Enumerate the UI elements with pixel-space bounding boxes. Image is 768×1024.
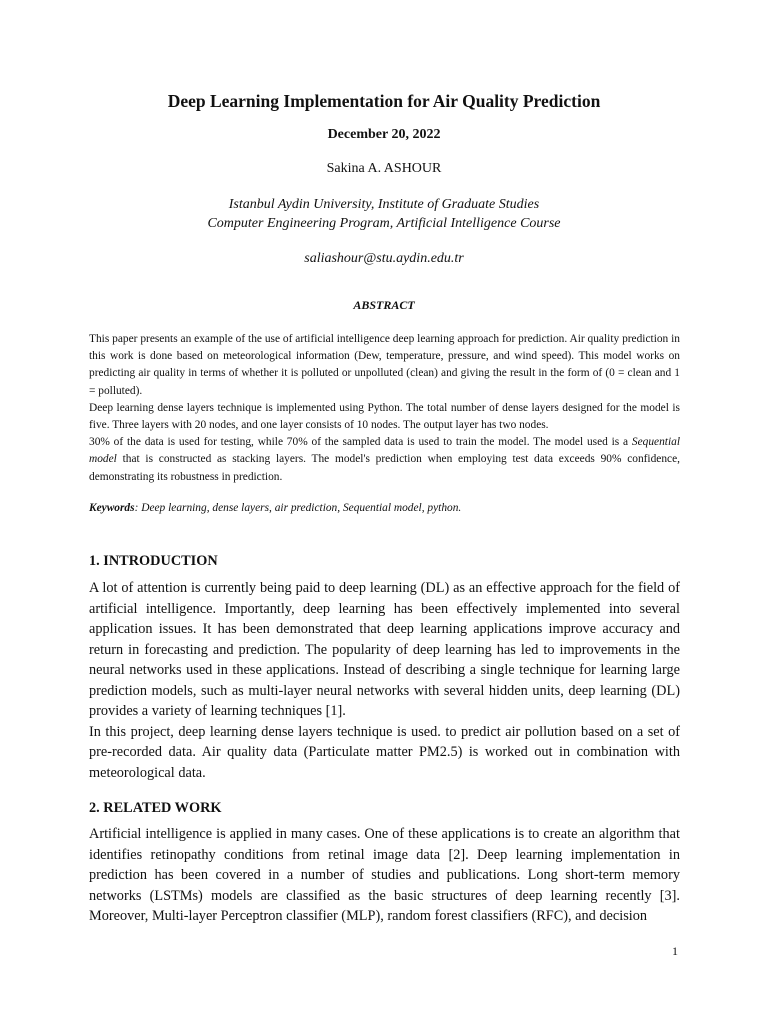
keywords-text: : Deep learning, dense layers, air prediction, Sequential model, python. bbox=[134, 502, 462, 514]
abstract-paragraph: Deep learning dense layers technique is implemented using Python. The total number of dense layers designed for the model is five. Three layers with 20 nodes, and one layer consists of 10 nodes. The output layer has two nodes. bbox=[89, 401, 680, 432]
abstract-italic-term: Sequential model bbox=[89, 436, 680, 466]
author-name: Sakina A. ASHOUR bbox=[326, 161, 442, 176]
abstract-body bbox=[89, 331, 680, 486]
section-heading-related-work: 2. RELATED WORK bbox=[89, 800, 222, 816]
abstract-text: that is constructed as stacking layers. The model's prediction when employing test data exceeds 90% confidence, demonstrating its robustness in prediction. bbox=[89, 453, 680, 483]
page-number: 1 bbox=[672, 944, 678, 958]
keywords-label: Keywords bbox=[89, 502, 135, 514]
body-paragraph: Artificial intelligence is applied in many cases. One of these applications is to create an algorithm that identifies retinopathy conditions from retinal image data [2]. Deep learning implementation in prediction has been covered in a number of studies and publications. Long short-term memory networks (LSTMs) models are classified as the basic structures of deep learning recently [3]. Moreover, Multi-layer Perceptron classifier (MLP), random forest classifiers (RFC), and decision bbox=[89, 826, 680, 924]
paper-date: December 20, 2022 bbox=[327, 127, 441, 142]
abstract-paragraph bbox=[89, 434, 680, 486]
body-paragraph: In this project, deep learning dense layers technique is used. to predict air pollution based on a set of pre-recorded data. Air quality data (Particulate matter PM2.5) is worked out in combination with meteorological data. bbox=[89, 723, 680, 781]
body-paragraph: A lot of attention is currently being paid to deep learning (DL) as an effective approach for the field of artificial intelligence. Importantly, deep learning has been effectively implemented into several application issues. It has been demonstrated that deep learning applications improve accuracy and return in forecasting and prediction. The popularity of deep learning has led to improvements in the neural networks used in these applications. Instead of describing a single technique for learning large prediction models, such as multi-layer neural networks with several hidden units, deep learning (DL) provides a variety of learning techniques [1]. bbox=[89, 580, 680, 719]
abstract-heading: ABSTRACT bbox=[353, 298, 415, 312]
section-heading-introduction: 1. INTRODUCTION bbox=[89, 553, 218, 569]
introduction-body bbox=[89, 578, 680, 783]
related-work-body bbox=[89, 824, 680, 927]
affiliation-line-1: Istanbul Aydin University, Institute of Graduate Studies bbox=[228, 197, 540, 212]
keywords-line bbox=[89, 502, 680, 514]
paper-title: Deep Learning Implementation for Air Quality Prediction bbox=[167, 91, 601, 111]
affiliation-line-2: Computer Engineering Program, Artificial Intelligence Course bbox=[207, 216, 561, 231]
author-email: saliashour@stu.aydin.edu.tr bbox=[304, 251, 464, 266]
abstract-paragraph: This paper presents an example of the use of artificial intelligence deep learning approach for prediction. Air quality prediction in this work is done based on meteorological information (Dew, temperature, pressure, and wind speed). This model works on predicting air quality in terms of whether it is polluted or unpolluted (clean) and giving the result in the form of (0 = clean and 1 = polluted). bbox=[89, 333, 680, 397]
abstract-text: 30% of the data is used for testing, while 70% of the sampled data is used to train the model. The model used is a bbox=[89, 436, 632, 449]
